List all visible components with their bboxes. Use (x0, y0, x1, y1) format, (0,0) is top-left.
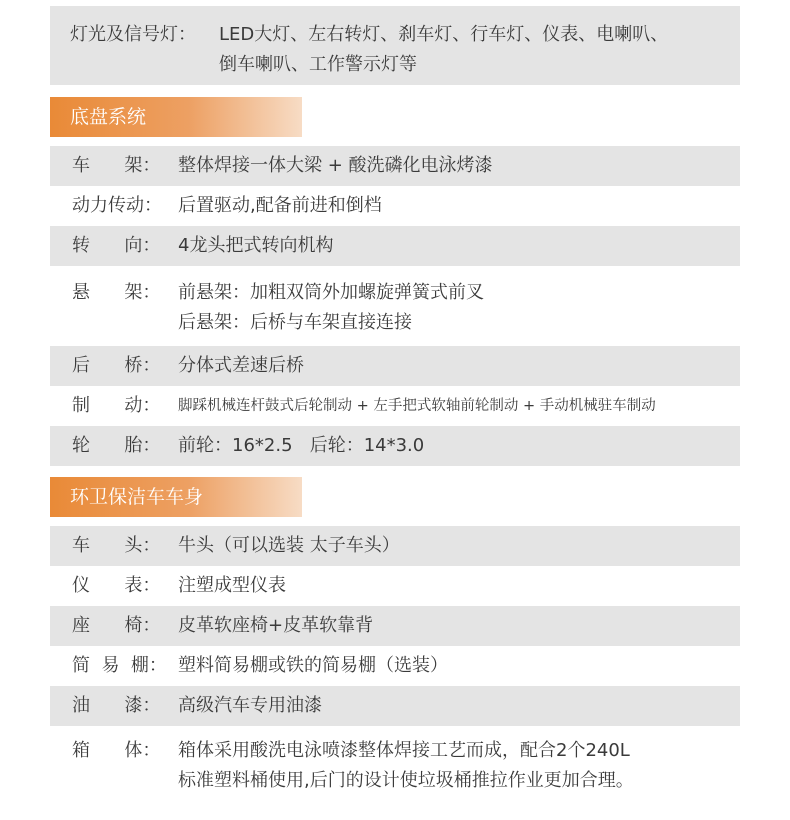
spec-label: 仪 表： (72, 575, 161, 596)
spec-row-front (50, 526, 740, 566)
spec-row-rear-axle (50, 346, 740, 386)
spec-value-line: 箱体采用酸洗电泳喷漆整体焊接工艺而成，配合2个240L (178, 740, 630, 761)
section-header-body: 环卫保洁车车身 (50, 477, 302, 517)
spec-row-paint (50, 686, 740, 726)
spec-row-cargo-box (50, 726, 740, 808)
spec-value-line: 前轮：16*2.5 后轮：14*3.0 (178, 435, 425, 456)
spec-value (178, 736, 740, 796)
spec-label: 车 头： (72, 535, 161, 556)
spec-label: 动力传动： (72, 195, 162, 216)
spec-row-canopy (50, 646, 740, 686)
spec-value-line: 注塑成型仪表 (178, 575, 286, 596)
spec-value-line: 整体焊接一体大梁 + 酸洗磷化电泳烤漆 (178, 155, 493, 176)
spec-value (178, 191, 740, 221)
spec-label: 座 椅： (72, 615, 161, 636)
spec-row-dashboard (50, 566, 740, 606)
spec-value (219, 20, 740, 80)
spec-value (178, 611, 740, 641)
spec-value (178, 691, 740, 721)
spec-value-line: LED大灯、左右转灯、刹车灯、行车灯、仪表、电喇叭、 (219, 24, 669, 45)
spec-value-line: 4龙头把式转向机构 (178, 235, 334, 256)
spec-label: 制 动： (72, 395, 161, 416)
spec-row-suspension (50, 266, 740, 346)
spec-value-line: 倒车喇叭、工作警示灯等 (219, 54, 417, 75)
spec-value (178, 351, 740, 381)
spec-label: 转 向： (72, 235, 161, 256)
spec-row-tires (50, 426, 740, 466)
spec-value (178, 151, 740, 181)
spec-value-line: 高级汽车专用油漆 (178, 695, 322, 716)
spec-row-seat (50, 606, 740, 646)
spec-label: 后 桥： (72, 355, 161, 376)
spec-value (178, 571, 740, 601)
spec-value-line: 分体式差速后桥 (178, 355, 304, 376)
spec-value (178, 391, 740, 421)
spec-value (178, 531, 740, 561)
spec-value-line: 塑料简易棚或铁的简易棚（选装） (178, 655, 448, 676)
spec-value (178, 231, 740, 261)
spec-value-line: 后置驱动,配备前进和倒档 (178, 195, 382, 216)
spec-label: 车 架： (72, 155, 161, 176)
spec-label: 轮 胎： (72, 435, 161, 456)
spec-row-frame (50, 146, 740, 186)
spec-row-brakes (50, 386, 740, 426)
spec-label: 灯光及信号灯： (70, 24, 196, 45)
spec-label: 油 漆： (72, 695, 161, 716)
spec-row-drivetrain (50, 186, 740, 226)
spec-label: 箱 体： (72, 740, 161, 761)
spec-label: 简 易 棚： (72, 655, 167, 676)
section-header-chassis: 底盘系统 (50, 97, 302, 137)
spec-row-steering (50, 226, 740, 266)
spec-row-lighting (50, 6, 740, 85)
spec-value-line: 脚踩机械连杆鼓式后轮制动 + 左手把式软轴前轮制动 + 手动机械驻车制动 (178, 398, 656, 414)
spec-value-line: 标准塑料桶使用,后门的设计使垃圾桶推拉作业更加合理。 (178, 770, 634, 791)
spec-value-line: 后悬架：后桥与车架直接连接 (178, 312, 412, 333)
spec-label: 悬 架： (72, 282, 161, 303)
spec-value-line: 牛头（可以选装 太子车头） (178, 535, 400, 556)
spec-value (178, 431, 740, 461)
spec-value-line: 皮革软座椅+皮革软靠背 (178, 615, 374, 636)
spec-value (178, 651, 740, 681)
spec-value-line: 前悬架：加粗双筒外加螺旋弹簧式前叉 (178, 282, 484, 303)
spec-value (178, 278, 740, 338)
